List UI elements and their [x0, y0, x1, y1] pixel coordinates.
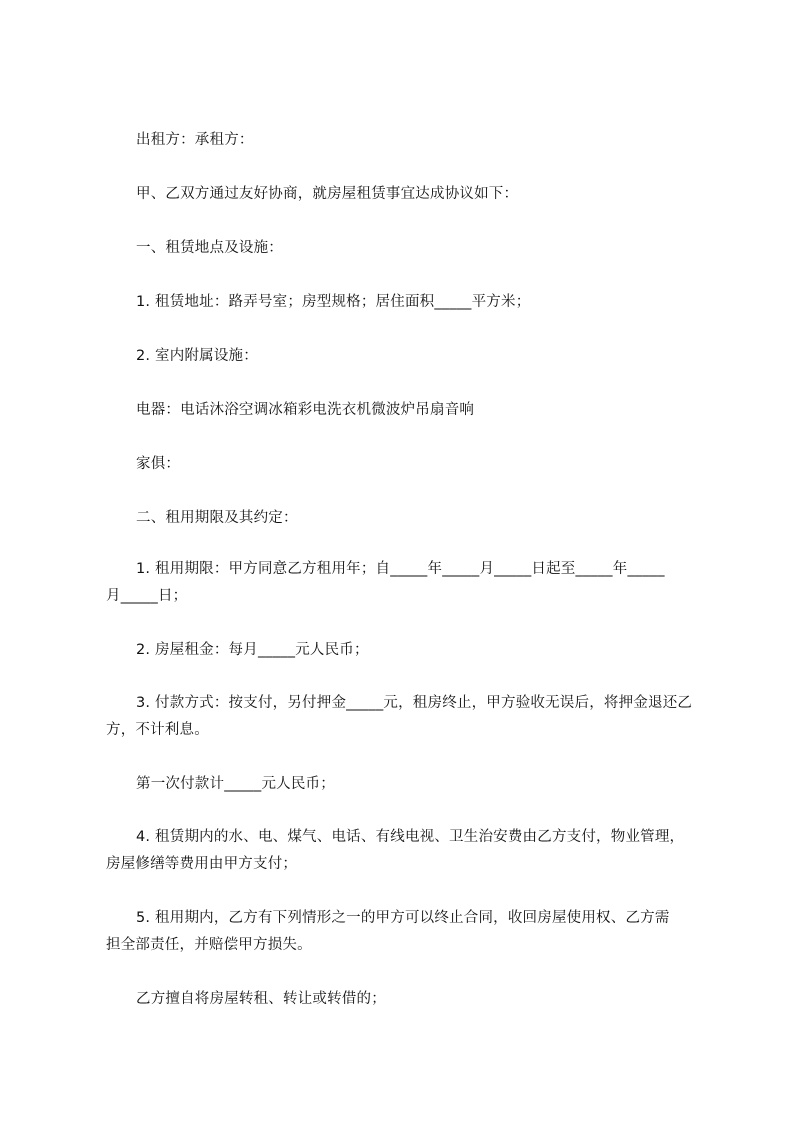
intro-paragraph: 甲、乙双方通过友好协商，就房屋租赁事宜达成协议如下：	[136, 186, 519, 202]
clause-address: 1. 租赁地址：路弄号室；房型规格；居住面积_____平方米；	[136, 294, 531, 310]
first-payment-line: 第一次付款计_____元人民币；	[136, 776, 335, 792]
appliances-line: 电器：电话沐浴空调冰箱彩电洗衣机微波炉吊扇音响	[136, 402, 475, 418]
clause-termination-line2: 担全部责任，并赔偿甲方损失。	[106, 937, 312, 953]
clause-utilities-line1: 4. 租赁期内的水、电、煤气、电话、有线电视、卫生治安费由乙方支付，物业管理，	[136, 829, 685, 845]
clause-rent: 2. 房屋租金：每月_____元人民币；	[136, 642, 369, 658]
clause-termination-line1: 5. 租用期内，乙方有下列情形之一的甲方可以终止合同，收回房屋使用权、乙方需	[136, 910, 670, 926]
sublet-line: 乙方擅自将房屋转租、转让或转借的；	[136, 991, 386, 1007]
clause-term-line2: 月_____日；	[106, 588, 188, 604]
clause-facilities: 2. 室内附属设施：	[136, 348, 258, 364]
clause-term-line1: 1. 租用期限：甲方同意乙方租用年；自_____年_____月_____日起至_____年_____	[136, 561, 665, 577]
clause-utilities-line2: 房屋修缮等费用由甲方支付；	[106, 856, 298, 872]
clause-payment-line2: 方，不计利息。	[106, 722, 209, 738]
furniture-line: 家俱：	[136, 456, 181, 472]
section-heading-term: 二、租用期限及其约定：	[136, 510, 298, 526]
clause-payment-line1: 3. 付款方式：按支付，另付押金_____元，租房终止，甲方验收无误后，将押金退还乙	[136, 695, 693, 711]
parties-line: 出租方：承租方：	[136, 132, 254, 148]
section-heading-location: 一、租赁地点及设施：	[136, 240, 283, 256]
